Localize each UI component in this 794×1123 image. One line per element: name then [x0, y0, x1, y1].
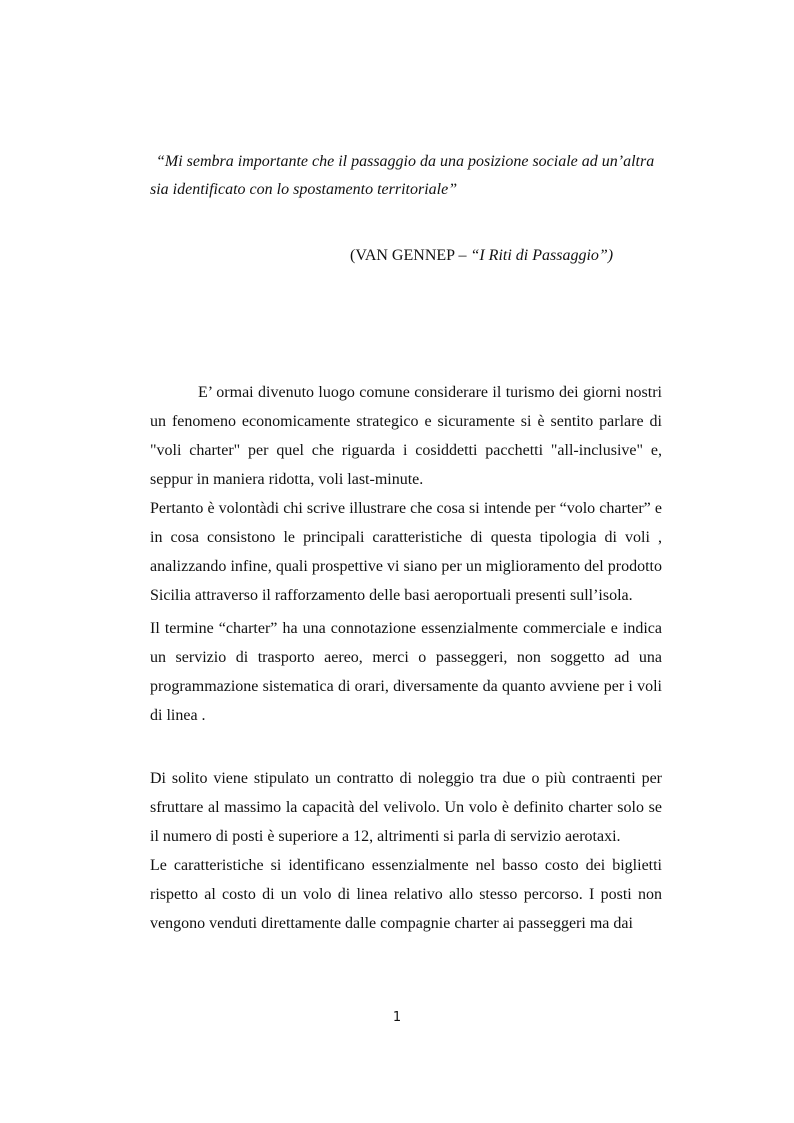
paragraph-intro: E’ ormai divenuto luogo comune considerare il turismo dei giorni nostri un fenomeno economicamente strategico e sicuramente si è sentito parlare di "voli charter" per quel che riguarda i cosiddetti pacchetti "all-inclusive" e, seppur in maniera ridotta, voli last-minute.	[150, 384, 662, 488]
attribution-work-title: “I Riti di Passaggio”)	[470, 247, 614, 264]
epigraph-attribution	[350, 244, 613, 268]
paragraph-purpose: Pertanto è volontàdi chi scrive illustrare che cosa si intende per “volo charter” e in cosa consistono le principali caratteristiche di questa tipologia di voli , analizzando infine, quali prospettive vi siano per un miglioramento del prodotto Sicilia attraverso il rafforzamento delle basi aeroportuali presenti sull’isola.	[150, 500, 662, 604]
paragraph-characteristics: Le caratteristiche si identificano essenzialmente nel basso costo dei biglietti rispetto al costo di un volo di linea relativo allo stesso percorso. I posti non vengono venduti direttamente dalle compagnie charter ai passeggeri ma dai	[150, 857, 662, 932]
paragraph-charter-definition: Il termine “charter” ha una connotazione essenzialmente commerciale e indica un servizio di trasporto aereo, merci o passeggeri, non soggetto ad una programmazione sistematica di orari, diversamente da quanto avviene per i voli di linea .	[150, 620, 662, 724]
attribution-author: (VAN GENNEP –	[350, 247, 467, 264]
body-text	[150, 378, 662, 938]
epigraph-line-2: sia identificato con lo spostamento territoriale”	[150, 181, 458, 198]
page-number: 1	[392, 1010, 402, 1025]
epigraph-quote	[150, 148, 662, 204]
paragraph-contract: Di solito viene stipulato un contratto di noleggio tra due o più contraenti per sfruttare al massimo la capacità del velivolo. Un volo è definito charter solo se il numero di posti è superiore a 12, altrimenti si parla di servizio aerotaxi.	[150, 770, 662, 845]
epigraph-line-1: “Mi sembra importante che il passaggio da una posizione sociale ad un’altra	[156, 153, 655, 170]
